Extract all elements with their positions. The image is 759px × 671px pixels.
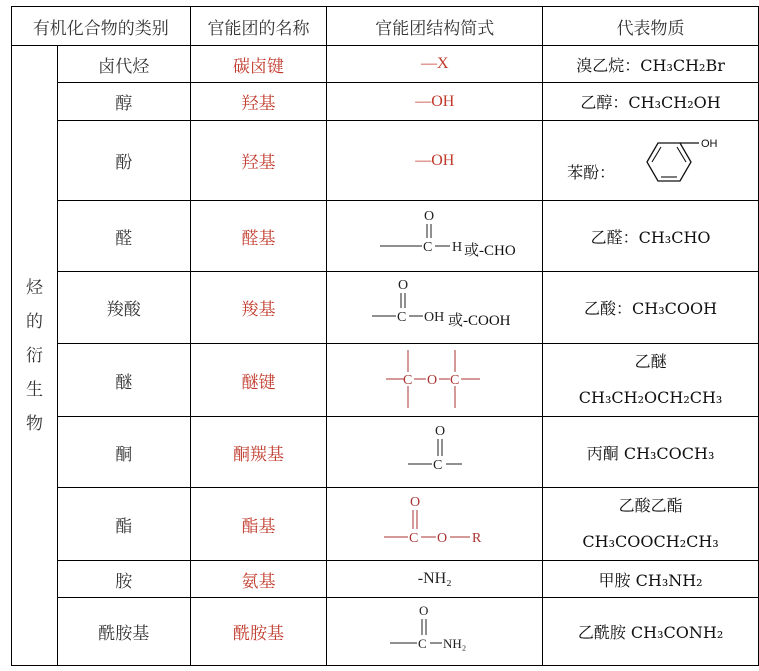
category-cell: 酮: [57, 417, 190, 488]
svg-text:O: O: [424, 209, 435, 224]
structure-cell: [327, 272, 543, 344]
table-row: [12, 46, 759, 83]
group-name-cell: 氨基: [190, 561, 327, 598]
group-name-cell: 碳卤键: [190, 46, 327, 83]
svg-text:C: C: [418, 635, 427, 651]
svg-text:NH₂: NH₂: [443, 635, 467, 651]
table-row: [12, 598, 759, 666]
svg-text:O: O: [437, 531, 448, 546]
svg-text:O: O: [410, 495, 421, 510]
group-name-cell: 羟基: [190, 121, 327, 201]
header-representative: 代表物质: [543, 7, 759, 46]
amide-structure: [366, 600, 503, 664]
svg-text:R: R: [472, 531, 482, 546]
representative-cell: 乙醇：CH₃CH₂OH: [543, 83, 759, 121]
category-cell: 醇: [57, 83, 190, 121]
structure-cell: —OH: [327, 121, 543, 201]
table-row: [12, 417, 759, 488]
carboxyl-alt: 或-COOH: [448, 312, 511, 329]
category-cell: 醛: [57, 201, 190, 272]
svg-text:C: C: [397, 309, 407, 325]
svg-text:O: O: [427, 373, 438, 388]
svg-text:C: C: [409, 531, 419, 546]
structure-cell: [327, 417, 543, 488]
structure-cell: [327, 201, 543, 272]
table-row: [12, 344, 759, 417]
ether-structure: [366, 346, 503, 414]
parent-category: 烃 的 衍 生 物: [12, 46, 58, 666]
representative-cell: 乙醛：CH₃CHO: [543, 201, 759, 272]
svg-text:C: C: [423, 240, 433, 255]
representative-cell: 乙酰胺 CH₃CONH₂: [543, 598, 759, 666]
category-cell: 羧酸: [57, 272, 190, 344]
svg-text:O: O: [435, 424, 446, 439]
phenol-label: 苯酚：: [567, 162, 616, 182]
category-cell: 酰胺基: [57, 598, 190, 666]
category-cell: 卤代烃: [57, 46, 190, 83]
representative-cell: 甲胺 CH₃NH₂: [543, 561, 759, 598]
phenol-oh-label: OH: [701, 137, 718, 150]
structure-cell: [327, 598, 543, 666]
representative-cell: 乙酸乙酯 CH₃COOCH₂CH₃: [543, 488, 759, 561]
structure-cell: —X: [327, 46, 543, 83]
phenol-representative: [543, 122, 758, 200]
header-group-name: 官能团的名称: [190, 7, 327, 46]
ester-structure: [366, 489, 503, 559]
structure-cell: —OH: [327, 83, 543, 121]
structure-cell: [327, 344, 543, 417]
svg-text:O: O: [398, 277, 409, 293]
header-row: [12, 7, 759, 46]
structure-cell: [327, 488, 543, 561]
category-cell: 胺: [57, 561, 190, 598]
category-cell: 酚: [57, 121, 190, 201]
group-name-cell: 羧基: [190, 272, 327, 344]
representative-cell: [543, 121, 759, 201]
functional-group-table: [11, 6, 759, 666]
svg-text:OH: OH: [424, 309, 445, 325]
phenol-structure-icon: [627, 128, 747, 196]
svg-text:O: O: [419, 602, 429, 618]
svg-text:H: H: [452, 240, 463, 255]
group-name-cell: 酮羰基: [190, 417, 327, 488]
table-row: [12, 488, 759, 561]
table-row: [12, 201, 759, 272]
table-row: [12, 561, 759, 598]
carboxyl-structure: [366, 273, 511, 343]
group-name-cell: 酯基: [190, 488, 327, 561]
header-structure: 官能团结构简式: [327, 7, 543, 46]
group-name-cell: 醛基: [190, 201, 327, 272]
group-name-cell: 酰胺基: [190, 598, 327, 666]
table-row: [12, 121, 759, 201]
representative-cell: 溴乙烷：CH₃CH₂Br: [543, 46, 759, 83]
svg-text:C: C: [450, 373, 460, 388]
aldehyde-structure: [366, 202, 516, 270]
representative-cell: 丙酮 CH₃COCH₃: [543, 417, 759, 488]
group-name-cell: 醚键: [190, 344, 327, 417]
ketone-structure: [366, 418, 503, 486]
category-cell: 醚: [57, 344, 190, 417]
representative-cell: 乙酸：CH₃COOH: [543, 272, 759, 344]
aldehyde-alt: 或-CHO: [464, 243, 516, 259]
svg-text:C: C: [433, 458, 443, 473]
structure-cell: -NH₂: [327, 561, 543, 598]
header-category: 有机化合物的类别: [12, 7, 191, 46]
group-name-cell: 羟基: [190, 83, 327, 121]
representative-cell: 乙醚 CH₃CH₂OCH₂CH₃: [543, 344, 759, 417]
svg-text:C: C: [403, 373, 413, 388]
table-row: [12, 83, 759, 121]
category-cell: 酯: [57, 488, 190, 561]
table-row: [12, 272, 759, 344]
